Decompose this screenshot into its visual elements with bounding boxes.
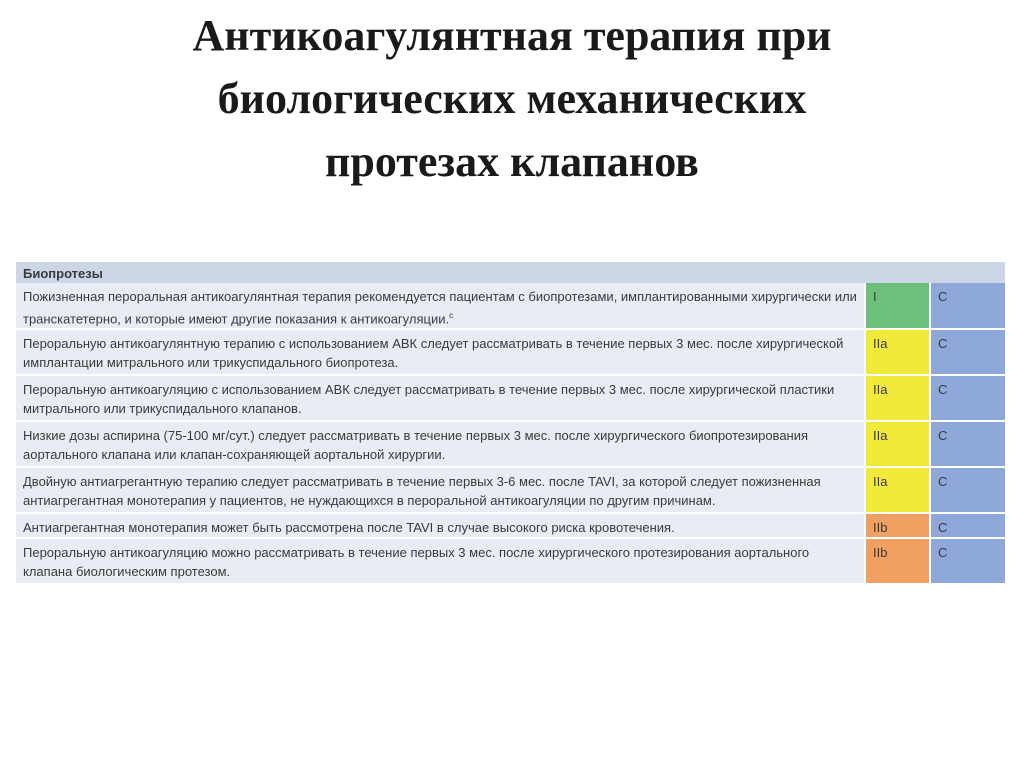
table-row (16, 538, 1005, 584)
table-row (16, 329, 1005, 375)
class-cell: IIb (865, 538, 930, 584)
table-section-header-row (16, 262, 1005, 283)
title-line-3: протезах клапанов (325, 137, 699, 186)
level-cell: C (930, 421, 1005, 467)
recommendation-text: Пероральную антикоагулянтную терапию с использованием АВК следует рассматривать в течение первых 3 мес. после хирургической имплантации митрального или трикуспидального биопротеза. (16, 329, 865, 375)
recommendation-text (16, 283, 865, 329)
table-row (16, 375, 1005, 421)
table-row (16, 513, 1005, 538)
recommendation-text: Низкие дозы аспирина (75-100 мг/сут.) следует рассматривать в течение первых 3 мес. после хирургического биопротезирования аортального клапана или клапан-сохраняющей аортальной хирургии. (16, 421, 865, 467)
class-cell: IIa (865, 421, 930, 467)
level-cell: C (930, 329, 1005, 375)
slide-title (0, 4, 1024, 193)
level-cell: C (930, 467, 1005, 513)
table-row (16, 467, 1005, 513)
section-header: Биопротезы (16, 262, 1005, 283)
recommendation-text: Пероральную антикоагуляцию с использованием АВК следует рассматривать в течение первых 3 мес. после хирургической пластики митрального или трикуспидального клапанов. (16, 375, 865, 421)
recommendation-text: Двойную антиагрегантную терапию следует рассматривать в течение первых 3-6 мес. после TAVI, за которой следует пожизненная антиагрегантная монотерапия у пациентов, не нуждающихся в пероральной антикоагуляции по другим причинам. (16, 467, 865, 513)
class-cell: IIb (865, 513, 930, 538)
recommendations-table (16, 262, 1005, 585)
level-cell: C (930, 513, 1005, 538)
title-line-1: Антикоагулянтная терапия при (192, 11, 832, 60)
table-row (16, 421, 1005, 467)
recommendation-text: Пероральную антикоагуляцию можно рассматривать в течение первых 3 мес. после хирургического протезирования аортального клапана биологическим протезом. (16, 538, 865, 584)
recommendation-text: Антиагрегантная монотерапия может быть рассмотрена после TAVI в случае высокого риска кровотечения. (16, 513, 865, 538)
class-cell: I (865, 283, 930, 329)
title-line-2: биологических механических (217, 74, 807, 123)
level-cell: C (930, 283, 1005, 329)
recommendation-text-content: Пожизненная пероральная антикоагулянтная терапия рекомендуется пациентам с биопротезами, имплантированными хирургически или транскатетерно, и которые имеют другие показания к антикоагуляции. (23, 289, 857, 327)
level-cell: C (930, 375, 1005, 421)
class-cell: IIa (865, 329, 930, 375)
class-cell: IIa (865, 467, 930, 513)
footnote-marker: c (449, 311, 454, 320)
table-row (16, 283, 1005, 329)
class-cell: IIa (865, 375, 930, 421)
level-cell: C (930, 538, 1005, 584)
